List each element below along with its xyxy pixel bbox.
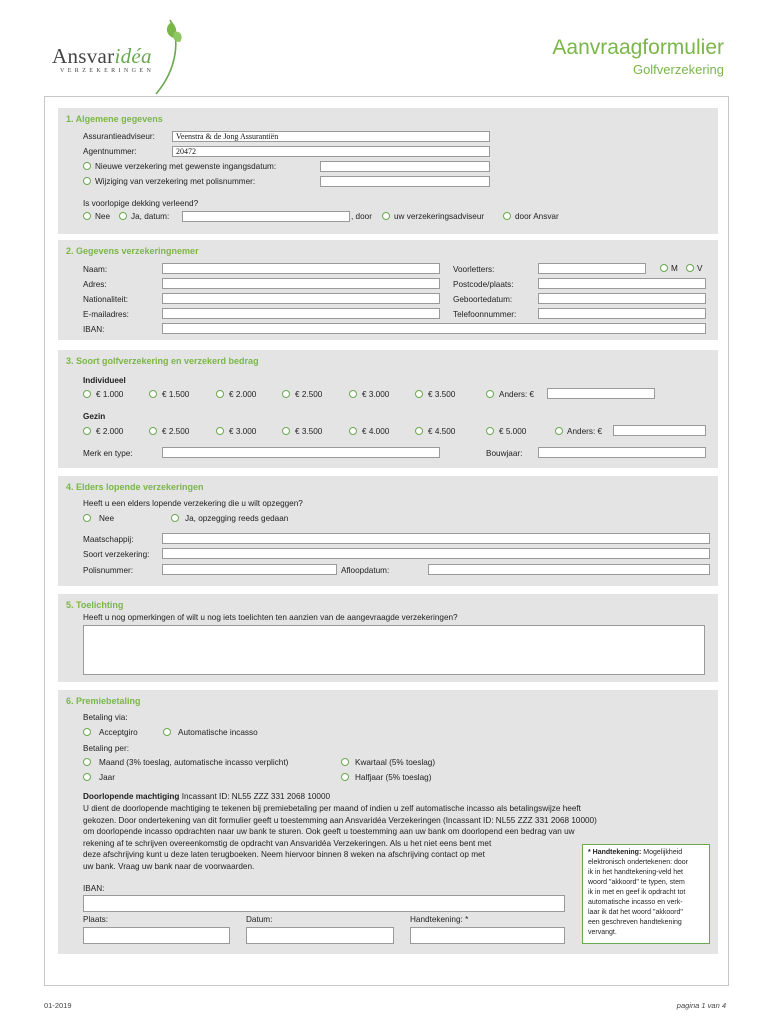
family-amount-radio[interactable] bbox=[83, 427, 91, 435]
signature-note-line: woord "akkoord" te typen, stem bbox=[588, 879, 685, 886]
section-title: 3. Soort golfverzekering en verzekerd bedrag bbox=[66, 356, 259, 366]
footer-date: 01-2019 bbox=[44, 1001, 72, 1010]
agent-label: Agentnummer: bbox=[83, 147, 137, 156]
mandate-iban-label: IBAN: bbox=[83, 884, 105, 893]
mandate-creditor-id: Incassant ID: NL55 ZZZ 331 2068 10000 bbox=[181, 792, 331, 801]
brand-type-label: Merk en type: bbox=[83, 449, 133, 458]
payment-per-label: Betaling per: bbox=[83, 744, 129, 753]
other-insurance-yes-radio[interactable] bbox=[171, 514, 179, 522]
brand-type-field[interactable] bbox=[162, 447, 440, 458]
change-insurance-radio[interactable] bbox=[83, 177, 91, 185]
section-notes bbox=[58, 594, 718, 682]
section-title: 4. Elders lopende verzekeringen bbox=[66, 482, 204, 492]
signature-note-line: ik in met en geef ik opdracht tot bbox=[588, 889, 686, 896]
mandate-line: gekozen. Door ondertekening van dit formulier geeft u toestemming aan Ansvaridéa Verzekeringen (Incassant ID: NL55 ZZZ 331 2068 10000) bbox=[83, 815, 597, 825]
cover-ansvar-radio[interactable] bbox=[503, 212, 511, 220]
build-year-field[interactable] bbox=[538, 447, 706, 458]
nationality-field[interactable] bbox=[162, 293, 440, 304]
phone-field[interactable] bbox=[538, 308, 706, 319]
gender-female-radio[interactable] bbox=[686, 264, 694, 272]
mandate-iban-field[interactable] bbox=[83, 895, 565, 912]
signature-note-line: een geschreven handtekening bbox=[588, 919, 682, 926]
signature-note-line: laar ik dat het woord "akkoord" bbox=[588, 909, 683, 916]
individual-other-label: Anders: € bbox=[499, 390, 535, 399]
logo-tagline: VERZEKERINGEN bbox=[60, 68, 155, 74]
signature-note-line: automatische incasso en verk- bbox=[588, 899, 683, 906]
signature-note-line: vervangt. bbox=[588, 929, 617, 936]
mandate-line: rekening af te schrijven overeenkomstig de opdracht van Ansvaridéa Verzekeringen. Als u het niet eens bent met bbox=[83, 838, 492, 848]
family-amount-label: € 4.000 bbox=[362, 427, 390, 436]
individual-other-amount-field[interactable] bbox=[547, 388, 655, 399]
gender-male-radio[interactable] bbox=[660, 264, 668, 272]
individual-amount-radio[interactable] bbox=[349, 390, 357, 398]
gender-female-label: V bbox=[697, 264, 703, 273]
family-amount-label: € 2.500 bbox=[162, 427, 190, 436]
signature-field[interactable] bbox=[410, 927, 565, 944]
yearly-label: Jaar bbox=[99, 773, 115, 782]
signature-note-title: * Handtekening: bbox=[588, 849, 642, 856]
adviser-label: Assurantieadviseur: bbox=[83, 132, 155, 141]
birthdate-label: Geboortedatum: bbox=[453, 295, 513, 304]
family-amount-radio[interactable] bbox=[415, 427, 423, 435]
mandate-line: deze afschrijving kunt u deze laten terugboeken. Neem hiervoor binnen 8 weken na afschrijving contact op met bbox=[83, 850, 485, 860]
direct-debit-radio[interactable] bbox=[163, 728, 171, 736]
logo-wordmark: Ansvaridéa bbox=[52, 44, 152, 68]
postcode-label: Postcode/plaats: bbox=[453, 280, 514, 289]
new-insurance-label: Nieuwe verzekering met gewenste ingangsdatum: bbox=[95, 162, 277, 171]
other-insurance-yes-label: Ja, opzegging reeds gedaan bbox=[185, 514, 289, 523]
family-amount-label: € 3.500 bbox=[295, 427, 323, 436]
individual-amount-label: € 1.000 bbox=[96, 390, 124, 399]
new-insurance-radio[interactable] bbox=[83, 162, 91, 170]
individual-amount-radio[interactable] bbox=[282, 390, 290, 398]
family-amount-radio[interactable] bbox=[149, 427, 157, 435]
individual-amount-label: € 2.500 bbox=[295, 390, 323, 399]
individual-amount-radio[interactable] bbox=[149, 390, 157, 398]
monthly-radio[interactable] bbox=[83, 758, 91, 766]
family-other-label: Anders: € bbox=[567, 427, 603, 436]
change-insurance-label: Wijziging van verzekering met polisnummer: bbox=[95, 177, 256, 186]
postcode-field[interactable] bbox=[538, 278, 706, 289]
company-label: Maatschappij: bbox=[83, 535, 134, 544]
initials-field[interactable] bbox=[538, 263, 646, 274]
individual-amount-label: € 3.000 bbox=[362, 390, 390, 399]
mandate-heading bbox=[83, 792, 330, 801]
policy-number-field[interactable] bbox=[162, 564, 337, 575]
mandate-title: Doorlopende machtiging bbox=[83, 792, 180, 801]
cover-yes-label: Ja, datum: bbox=[131, 212, 170, 221]
individual-other-radio[interactable] bbox=[486, 390, 494, 398]
acceptgiro-label: Acceptgiro bbox=[99, 728, 138, 737]
other-insurance-no-radio[interactable] bbox=[83, 514, 91, 522]
half-yearly-label: Halfjaar (5% toeslag) bbox=[355, 773, 432, 782]
place-field[interactable] bbox=[83, 927, 230, 944]
section-title: 2. Gegevens verzekeringnemer bbox=[66, 246, 199, 256]
iban-field[interactable] bbox=[162, 323, 706, 334]
build-year-label: Bouwjaar: bbox=[486, 449, 523, 458]
signature-note bbox=[582, 844, 710, 944]
notes-textarea[interactable] bbox=[83, 625, 705, 675]
email-label: E-mailadres: bbox=[83, 310, 129, 319]
place-label: Plaats: bbox=[83, 915, 109, 924]
individual-heading: Individueel bbox=[83, 376, 126, 385]
quarterly-label: Kwartaal (5% toeslag) bbox=[355, 758, 436, 767]
section-policyholder bbox=[58, 240, 718, 340]
adviser-field[interactable]: Veenstra & de Jong Assurantiën bbox=[172, 131, 490, 142]
date-label: Datum: bbox=[246, 915, 273, 924]
family-other-radio[interactable] bbox=[555, 427, 563, 435]
signature-label: Handtekening: * bbox=[410, 915, 469, 924]
individual-amount-radio[interactable] bbox=[415, 390, 423, 398]
individual-amount-radio[interactable] bbox=[83, 390, 91, 398]
family-amount-radio[interactable] bbox=[216, 427, 224, 435]
signature-note-line: ik in het handtekening-veld het bbox=[588, 869, 683, 876]
expiry-date-field[interactable] bbox=[428, 564, 710, 575]
nationality-label: Nationaliteit: bbox=[83, 295, 129, 304]
section-title: 5. Toelichting bbox=[66, 600, 124, 610]
company-field[interactable] bbox=[162, 533, 710, 544]
other-insurance-no-label: Nee bbox=[99, 514, 115, 523]
notes-question: Heeft u nog opmerkingen of wilt u nog iets toelichten ten aanzien van de aangevraagde verzekeringen? bbox=[83, 613, 458, 622]
cover-no-radio[interactable] bbox=[83, 212, 91, 220]
signature-note-line: Mogelijkheid bbox=[643, 849, 683, 856]
iban-label: IBAN: bbox=[83, 325, 105, 334]
cover-no-label: Nee bbox=[95, 212, 111, 221]
family-amount-label: € 5.000 bbox=[499, 427, 527, 436]
initials-label: Voorletters: bbox=[453, 265, 495, 274]
section-insurance-type bbox=[58, 350, 718, 468]
logo bbox=[50, 18, 200, 96]
half-yearly-radio[interactable] bbox=[341, 773, 349, 781]
name-label: Naam: bbox=[83, 265, 108, 274]
section-payment bbox=[58, 690, 718, 954]
policy-number-label: Polisnummer: bbox=[83, 566, 134, 575]
family-heading: Gezin bbox=[83, 412, 106, 421]
cover-yes-radio[interactable] bbox=[119, 212, 127, 220]
address-field[interactable] bbox=[162, 278, 440, 289]
family-other-amount-field[interactable] bbox=[613, 425, 706, 436]
individual-amount-label: € 2.000 bbox=[229, 390, 257, 399]
gender-male-label: M bbox=[671, 264, 678, 273]
family-amount-label: € 2.000 bbox=[96, 427, 124, 436]
birthdate-field[interactable] bbox=[538, 293, 706, 304]
signature-note-line: elektronisch ondertekenen: door bbox=[588, 859, 689, 866]
section-title: 6. Premiebetaling bbox=[66, 696, 141, 706]
page-subtitle: Golfverzekering bbox=[632, 62, 724, 77]
phone-label: Telefoonnummer: bbox=[453, 310, 517, 319]
email-field[interactable] bbox=[162, 308, 440, 319]
section-title: 1. Algemene gegevens bbox=[66, 114, 163, 124]
yearly-radio[interactable] bbox=[83, 773, 91, 781]
mandate-line: U dient de doorlopende machtiging te tekenen bij premiebetaling per maand of indien u zelf automatische incasso als betalingswijze heeft bbox=[83, 804, 581, 813]
expiry-date-label: Afloopdatum: bbox=[341, 566, 390, 575]
footer-page-number: pagina 1 van 4 bbox=[676, 1001, 726, 1010]
monthly-label: Maand (3% toeslag, automatische incasso verplicht) bbox=[99, 758, 289, 767]
start-date-field[interactable] bbox=[320, 161, 490, 172]
cover-ansvar-label: door Ansvar bbox=[515, 212, 559, 221]
policy-number-field[interactable] bbox=[320, 176, 490, 187]
individual-amount-label: € 3.500 bbox=[428, 390, 456, 399]
direct-debit-label: Automatische incasso bbox=[178, 728, 258, 737]
date-field[interactable] bbox=[246, 927, 394, 944]
section-other-insurance bbox=[58, 476, 718, 586]
insurance-type-field[interactable] bbox=[162, 548, 710, 559]
cover-date-field[interactable] bbox=[182, 211, 350, 222]
family-amount-radio[interactable] bbox=[282, 427, 290, 435]
quarterly-radio[interactable] bbox=[341, 758, 349, 766]
name-field[interactable] bbox=[162, 263, 440, 274]
cover-by-label: , door bbox=[351, 212, 372, 221]
acceptgiro-radio[interactable] bbox=[83, 728, 91, 736]
address-label: Adres: bbox=[83, 280, 107, 289]
family-amount-label: € 4.500 bbox=[428, 427, 456, 436]
individual-amount-label: € 1.500 bbox=[162, 390, 190, 399]
page-title: Aanvraagformulier bbox=[552, 36, 724, 59]
mandate-line: om doorlopende incasso opdrachten naar uw bank te sturen. Ook geeft u toestemming aan uw bank om doorlopend een bedrag van uw bbox=[83, 827, 575, 837]
family-amount-radio[interactable] bbox=[349, 427, 357, 435]
agent-number-field[interactable]: 20472 bbox=[172, 146, 490, 157]
payment-via-label: Betaling via: bbox=[83, 713, 128, 722]
cover-adviser-label: uw verzekeringsadviseur bbox=[394, 212, 485, 221]
family-amount-label: € 3.000 bbox=[229, 427, 257, 436]
other-insurance-question: Heeft u een elders lopende verzekering die u wilt opzeggen? bbox=[83, 499, 303, 508]
cover-adviser-radio[interactable] bbox=[382, 212, 390, 220]
individual-amount-radio[interactable] bbox=[216, 390, 224, 398]
insurance-type-label: Soort verzekering: bbox=[83, 550, 150, 559]
section-general bbox=[58, 108, 718, 234]
family-amount-radio[interactable] bbox=[486, 427, 494, 435]
mandate-line: uw bank. Vraag uw bank naar de voorwaarden. bbox=[83, 861, 255, 871]
cover-question: Is voorlopige dekking verleend? bbox=[83, 199, 199, 208]
